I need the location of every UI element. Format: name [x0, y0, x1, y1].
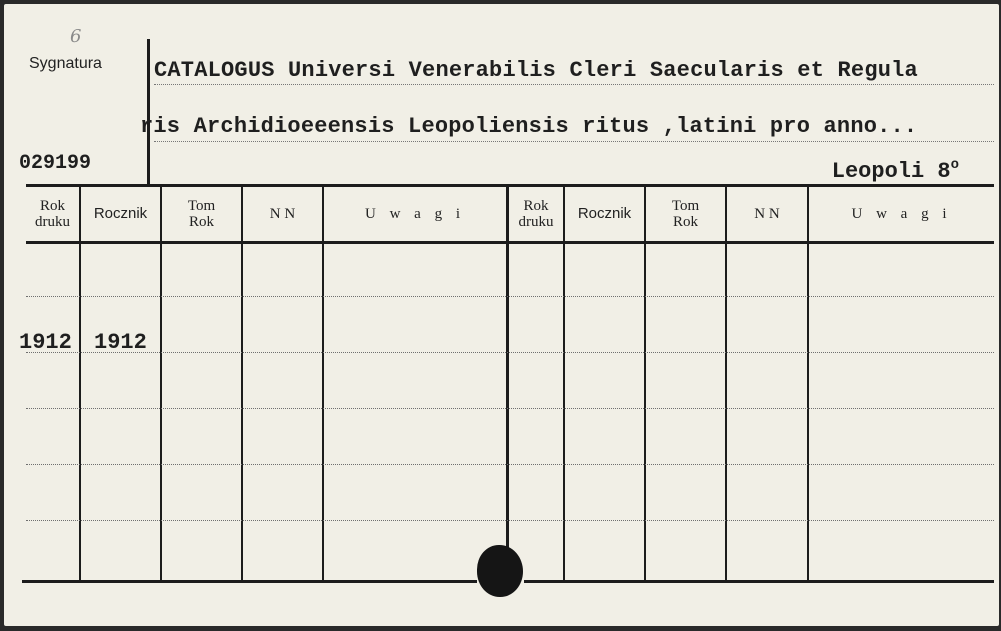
column-rule [644, 187, 646, 580]
title-underline-2 [154, 141, 994, 142]
header-text: Rok [39, 198, 65, 214]
header-rok-druku [26, 187, 79, 241]
header-text: Rocznik [577, 205, 632, 222]
column-rule [160, 187, 162, 580]
column-rule [241, 187, 243, 580]
signature-label: Sygnatura [29, 55, 102, 72]
format-degree: o [950, 157, 959, 173]
imprint-place [832, 157, 959, 184]
catalog-card [4, 4, 999, 626]
shelfmark-number: 029199 [19, 152, 92, 175]
row-rule [26, 352, 994, 353]
column-rule [725, 187, 727, 580]
header-text: N N [754, 206, 780, 222]
row-rule [26, 408, 994, 409]
rocznik-value: 1912 [94, 330, 147, 355]
column-rule [322, 187, 324, 580]
header-text: N N [269, 206, 296, 222]
header-text: Tom [187, 198, 216, 214]
title-underline-1 [154, 84, 994, 85]
title-line-2: ris Archidioeeensis Leopoliensis ritus ,latini pro anno... [140, 114, 918, 139]
header-text: Rok [188, 214, 214, 230]
row-rule [26, 464, 994, 465]
signature-divider [147, 39, 150, 185]
header-rocznik [81, 187, 160, 241]
column-rule-center [506, 187, 509, 552]
header-rocznik-2 [565, 187, 644, 241]
header-uwagi [324, 187, 506, 241]
column-rule [807, 187, 809, 580]
header-text: Rok [672, 214, 698, 230]
header-text: U w a g i [365, 206, 465, 222]
row-rule [26, 520, 994, 521]
title-line-1: CATALOGUS Universi Venerabilis Cleri Saecularis et Regula [154, 58, 918, 83]
header-tom-rok [162, 187, 241, 241]
header-text: druku [518, 214, 554, 230]
header-nn-2 [727, 187, 807, 241]
table-bottom-rule-left [22, 580, 477, 583]
header-text: Tom [671, 198, 700, 214]
row-rule [26, 296, 994, 297]
rok-druku-value: 1912 [19, 330, 72, 355]
header-text: druku [35, 214, 70, 230]
punch-hole [477, 545, 523, 597]
header-rok-druku-2 [509, 187, 563, 241]
place-name: Leopoli [831, 159, 925, 184]
header-text: Rocznik [93, 205, 148, 222]
table-bottom-rule-right [524, 580, 994, 583]
pencil-number: 6 [70, 26, 82, 47]
table-header-rule [26, 241, 994, 244]
header-tom-rok-2 [646, 187, 725, 241]
header-uwagi-2 [809, 187, 994, 241]
header-text: U w a g i [851, 206, 952, 222]
format-size: 8 [937, 159, 951, 184]
column-rule [79, 187, 81, 580]
header-text: Rok [523, 198, 549, 214]
column-rule [563, 187, 565, 580]
header-nn [243, 187, 322, 241]
